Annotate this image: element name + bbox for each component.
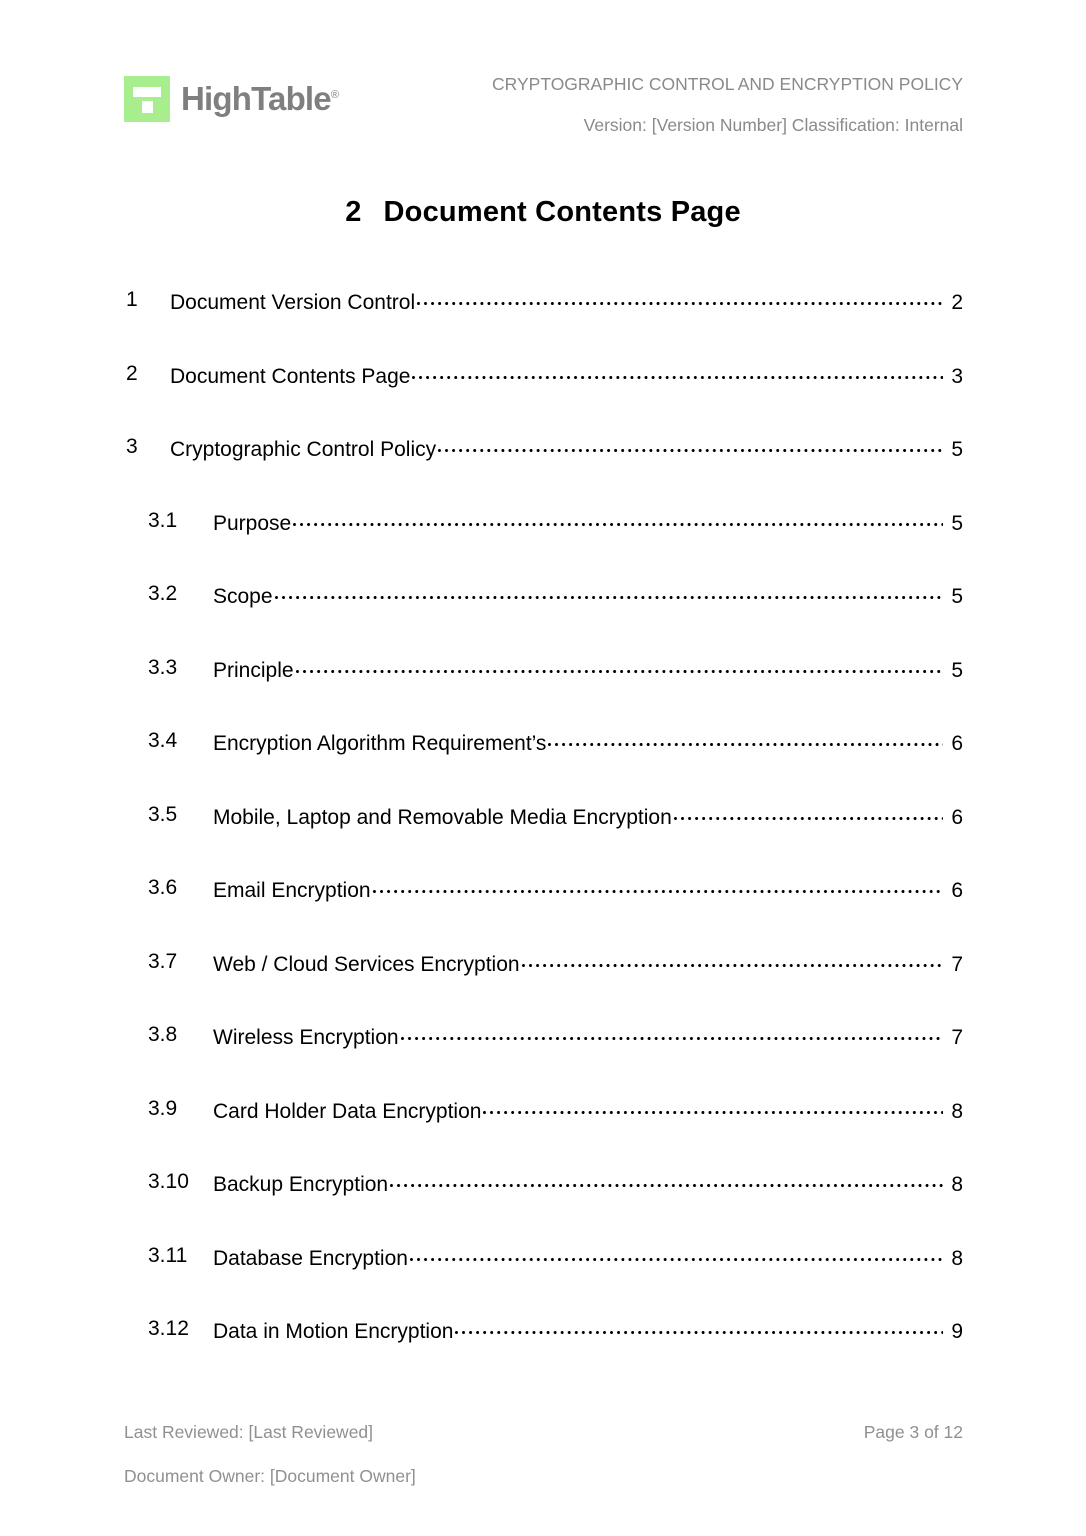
toc-leader-dots [373,876,944,897]
toc-entry[interactable] [0,435,1086,509]
toc-entry[interactable] [0,362,1086,436]
toc-entry[interactable] [0,1023,1086,1097]
table-of-contents [0,288,1086,1391]
toc-entry-number: 3.11 [148,1243,188,1267]
page-header [0,0,1086,160]
toc-entry[interactable] [0,656,1086,730]
toc-entry-number: 3.1 [148,508,178,532]
toc-leader-dots [401,1023,944,1044]
toc-entry-page-number: 2 [951,291,963,314]
toc-leader-dots [483,1097,943,1118]
toc-entry-line [213,1244,963,1271]
toc-entry-number: 3.4 [148,729,178,752]
toc-entry-line [213,1097,963,1124]
toc-leader-dots [438,435,943,456]
toc-entry-page-number: 6 [951,805,963,829]
toc-leader-dots [522,950,944,971]
toc-leader-dots [412,362,943,383]
toc-entry-label: Database Encryption [213,1246,408,1270]
toc-entry-page-number: 5 [951,658,963,682]
page-title [0,196,1086,229]
toc-entry-page-number: 6 [951,879,963,902]
toc-entry-number: 3.7 [148,949,178,973]
toc-entry-page-number: 8 [951,1099,963,1123]
toc-entry-line [213,1170,963,1197]
toc-entry-number: 3 [126,435,138,458]
toc-entry-number: 1 [126,288,138,311]
footer-page-indicator: Page 3 of 12 [863,1422,963,1442]
footer-last-reviewed: Last Reviewed: [Last Reviewed] [124,1422,374,1442]
footer-row-bottom [124,1466,963,1487]
toc-entry-page-number: 7 [951,1026,963,1049]
toc-entry[interactable] [0,729,1086,803]
toc-entry[interactable] [0,288,1086,362]
toc-entry-page-number: 6 [951,732,963,755]
toc-entry-label: Purpose [213,511,292,535]
page-title-text: Document Contents Page [383,196,741,228]
hightable-logo [124,76,339,122]
toc-entry[interactable] [0,1244,1086,1318]
toc-entry-label: Wireless Encryption [213,1026,399,1049]
logo-bar-shape [133,87,161,97]
hightable-mark-icon [124,76,170,122]
toc-entry-number: 3.3 [148,655,178,679]
toc-entry-label: Document Contents Page [170,364,411,388]
toc-entry-line [170,435,963,462]
toc-entry-page-number: 8 [951,1173,963,1196]
toc-entry-page-number: 7 [951,952,963,976]
toc-entry-page-number: 5 [951,585,963,608]
toc-entry-label: Scope [213,585,273,608]
toc-entry-line [213,729,963,756]
toc-entry-page-number: 8 [951,1246,963,1270]
toc-entry[interactable] [0,803,1086,877]
toc-entry-line [213,509,963,536]
toc-entry-number: 3.6 [148,876,178,899]
logo-wordmark-text: HighTable [181,79,331,117]
toc-entry-number: 3.8 [148,1023,178,1046]
toc-entry-page-number: 3 [951,364,963,388]
toc-entry-number: 2 [126,361,138,385]
toc-entry[interactable] [0,1317,1086,1391]
toc-leader-dots [410,1244,943,1265]
toc-leader-dots [293,509,943,530]
toc-entry-line [213,950,963,977]
registered-trademark-icon: ® [330,88,339,101]
logo-wordmark [181,79,339,117]
page-footer [0,1396,1086,1536]
toc-entry-line [213,1317,963,1344]
header-version-classification: Version: [Version Number] Classification: Internal [583,114,963,135]
toc-leader-dots [548,729,943,750]
toc-entry-page-number: 5 [951,438,963,461]
toc-entry-line [170,362,963,389]
toc-entry-label: Mobile, Laptop and Removable Media Encryption [213,805,672,829]
toc-entry-line [170,288,963,315]
toc-entry-line [213,656,963,683]
toc-entry[interactable] [0,1097,1086,1171]
toc-entry-label: Document Version Control [170,291,416,314]
toc-entry-number: 3.9 [148,1096,178,1120]
toc-entry-label: Encryption Algorithm Requirement’s [213,732,547,755]
toc-leader-dots [455,1317,943,1338]
toc-entry[interactable] [0,876,1086,950]
footer-document-owner: Document Owner: [Document Owner] [124,1466,416,1486]
toc-entry-number: 3.5 [148,802,178,826]
toc-entry-line [213,876,963,903]
toc-entry-line [213,1023,963,1050]
toc-entry-label: Email Encryption [213,879,371,902]
toc-entry-label: Backup Encryption [213,1173,389,1196]
toc-entry-number: 3.12 [148,1317,189,1340]
toc-entry-label: Cryptographic Control Policy [170,438,437,461]
toc-entry-page-number: 5 [951,511,963,535]
toc-entry-label: Principle [213,658,294,682]
footer-row-top [124,1422,963,1443]
toc-leader-dots [417,288,943,309]
toc-entry-label: Web / Cloud Services Encryption [213,952,520,976]
toc-entry-line [213,582,963,609]
toc-entry-page-number: 9 [951,1320,963,1343]
toc-leader-dots [390,1170,943,1191]
toc-leader-dots [275,582,944,603]
header-text-block [492,76,963,134]
toc-entry[interactable] [0,950,1086,1024]
toc-entry-number: 3.10 [148,1170,189,1193]
page-title-number: 2 [345,196,362,228]
toc-entry[interactable] [0,582,1086,656]
toc-entry-number: 3.2 [148,582,178,605]
toc-entry-label: Card Holder Data Encryption [213,1099,482,1123]
toc-entry-line [213,803,963,830]
toc-entry-label: Data in Motion Encryption [213,1320,454,1343]
logo-stub-shape [142,101,153,113]
toc-leader-dots [674,803,944,824]
header-policy-title: CRYPTOGRAPHIC CONTROL AND ENCRYPTION POLICY [492,74,963,94]
toc-entry[interactable] [0,1170,1086,1244]
toc-leader-dots [296,656,944,677]
toc-entry[interactable] [0,509,1086,583]
